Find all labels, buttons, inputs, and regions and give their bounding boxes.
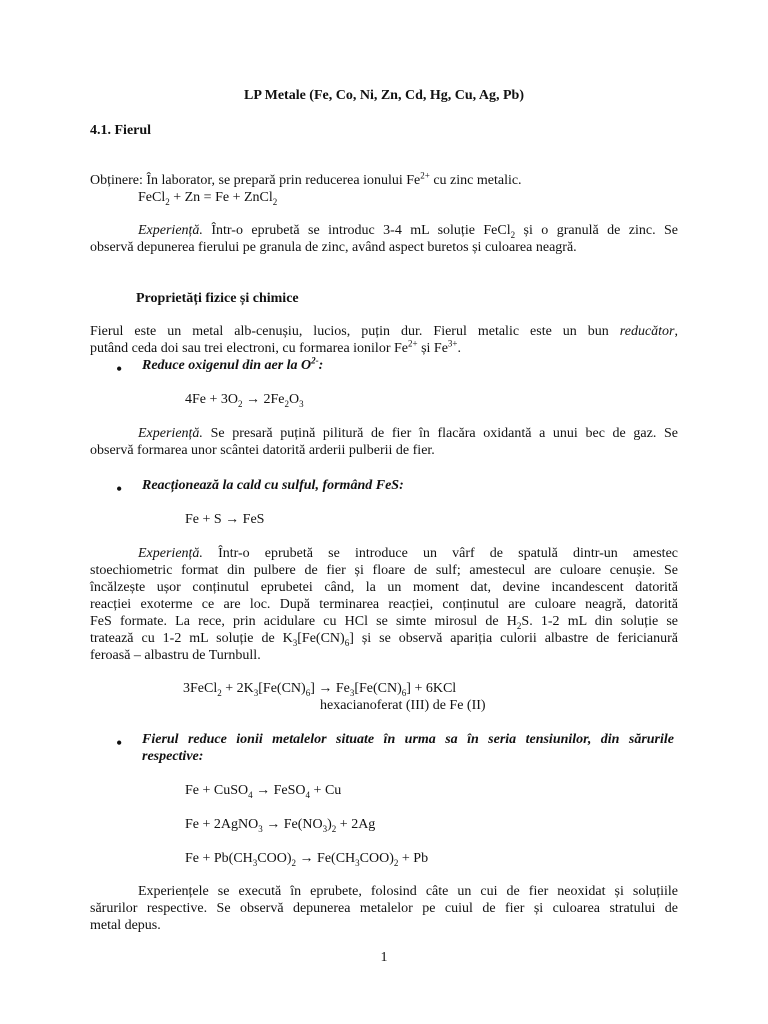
obtinere-text: În laborator, se prepară prin reducerea ionului Fe [142,173,421,188]
page-title: LP Metale (Fe, Co, Ni, Zn, Cd, Hg, Cu, Ag, Pb) [244,88,524,103]
eq-part: O [289,392,300,407]
eq-part: → FeSO [252,783,306,798]
exp3-line4: reacției exoterme ce are loc. După terminarea reacției, conținutul are culoare neagră, datorită [90,597,678,612]
exp3-l5-text: FeS formate. La rece, prin acidulare cu HCl se simte mirosul de H [90,614,517,629]
exp3-text: Într-o eprubetă se introduce un vârf de spatulă dintr-un amestec [202,546,678,561]
final-line3: metal depus. [90,918,161,933]
eq-part: + 2Ag [336,817,376,832]
eq-sub: 2 [331,823,337,834]
equation-fe-agno3 [185,816,375,834]
eq-part: Fe + CuSO [185,783,249,798]
exp1-sub: 2 [510,229,516,240]
props-dot: . [457,341,461,356]
eq-sub: 3 [355,857,360,868]
exp3-line7: feroasă – albastru de Turnbull. [90,648,261,663]
eq-sub: 4 [305,789,311,800]
eq-sub: 3 [258,823,263,834]
eq-sub: 3 [252,857,258,868]
obtinere-ion: 2+ [420,170,430,181]
exp1-text-end: și o granulă de zinc. Se [515,223,679,238]
eq-sub: 2 [217,687,222,698]
eq-sub: 6 [305,687,311,698]
props-italic: reducător [619,324,675,339]
exp3-l6-sub1: 3 [292,637,298,648]
eq-part: + Cu [310,783,342,798]
props-sup2: 3+ [447,338,458,349]
exp3-line3: încălzește ușor conținutul eprubetei când, la un moment dat, devine incandescent datorită [90,580,678,595]
exp1-line1 [90,222,678,240]
eq-sub: 2 [238,398,243,409]
eq-sub: 2 [291,857,297,868]
exp3-line1 [90,545,678,563]
b1-colon: : [318,358,324,373]
exp3-l6-text: tratează cu 1-2 mL soluție de K [90,631,293,646]
b1-text: Reduce oxigenul din aer la O [142,358,312,373]
properties-heading: Proprietăți fizice și chimice [136,291,299,306]
obtinere-line [90,172,522,190]
eq-part: Fe + 2AgNO [185,817,259,832]
eq-part: FeCl [138,190,166,205]
eq-part: → Fe(NO [262,817,323,832]
final-line1: Experiențele se execută în eprubete, folosind câte un cui de fier neoxidat și soluțiile [138,884,678,899]
exp3-l5-text-end: S. 1-2 mL din soluție se [521,614,678,629]
eq-sub: 3 [299,398,304,409]
exp1-text: Într-o eprubetă se introduc 3-4 mL soluție FeCl [202,223,511,238]
eq-sub: 4 [248,789,253,800]
bullet-3-line1: Fierul reduce ionii metalelor situate în urma sa în seria tensiunilor, din sărurile [142,732,674,747]
equation-fe-o2 [185,391,304,409]
props-line1 [90,323,678,341]
eq-part: ) [327,817,332,832]
eq-sub: 2 [284,398,290,409]
eq-part: ] → Fe [310,681,350,696]
equation-fe-s: Fe + S → FeS [185,512,265,527]
eq-part: + Pb [398,851,429,866]
exp3-l6-text2: [Fe(CN) [297,631,345,646]
eq-part: → Fe(CH [296,851,356,866]
equation-fe-pb-acetate [185,850,428,868]
eq-sub: 3 [349,687,355,698]
eq-sub: 2 [393,857,399,868]
props-comma: , [674,324,678,339]
exp3-line5 [90,613,678,631]
props-text3: și Fe [417,341,448,356]
page-number: 1 [380,950,388,965]
bullet-3-line2: respective: [142,749,204,764]
eq-part: COO) [257,851,292,866]
eq-sub: 3 [253,687,259,698]
equation-turnbull-name: hexacianoferat (III) de Fe (II) [320,698,486,713]
exp3-l5-sub: 2 [516,620,522,631]
bullet-2: • [116,479,123,499]
props-text2: putând ceda doi sau trei electroni, cu formarea ionilor Fe [90,341,408,356]
exp2-label: Experiență. [138,426,203,441]
eq-part: → 2Fe [242,392,285,407]
exp3-line2: stoechiometric format din pulbere de fier și floare de sulf; amestecul are culoare cenușie. Se [90,563,678,578]
equation-fecl2-zn [138,189,277,207]
bullet-3: • [116,733,123,753]
final-line2: sărurilor respective. Se observă depunerea metalelor pe cuiul de fier și culoarea stratului de [90,901,678,916]
props-sup1: 2+ [408,338,418,349]
b1-sup: 2- [311,355,319,366]
eq-part: Fe + Pb(CH [185,851,253,866]
exp1-line2: observă depunerea fierului pe granula de zinc, având aspect buretos și culoarea neagră. [90,240,577,255]
eq-part: COO) [359,851,394,866]
bullet-1-text [142,357,323,375]
props-line2 [90,340,461,358]
eq-part: 4Fe + 3O [185,392,239,407]
exp2-line1 [90,425,678,443]
exp3-l6-text3: ] și se observă apariția culorii albastre de fericianură [349,631,678,646]
exp3-line6 [90,630,678,648]
section-heading: 4.1. Fierul [90,123,152,138]
equation-fe-cuso4 [185,782,341,800]
equation-turnbull [183,680,456,698]
exp2-text: Se presară puțină pilitură de fier în flacăra oxidantă a unui bec de gaz. Se [202,426,678,441]
eq-sub: 2 [165,196,170,207]
eq-part: ] + 6KCl [406,681,457,696]
exp2-line2: observă formarea unor scântei datorită arderii pulberii de fier. [90,443,435,458]
eq-part: [Fe(CN) [258,681,306,696]
eq-part: + 2K [221,681,254,696]
props-text: Fierul este un metal alb-cenușiu, lucios, puțin dur. Fierul metalic este un bun [90,324,620,339]
exp3-label: Experiență. [138,546,203,561]
obtinere-label: Obținere: [90,173,143,188]
eq-sub: 6 [401,687,407,698]
eq-part: + Zn = Fe + ZnCl [169,190,273,205]
eq-part: [Fe(CN) [354,681,402,696]
eq-sub: 2 [272,196,278,207]
eq-sub: 3 [322,823,328,834]
bullet-1: • [116,359,123,379]
exp1-label: Experiență. [138,223,203,238]
exp3-l6-sub2: 6 [344,637,350,648]
eq-part: 3FeCl [183,681,218,696]
bullet-2-text: Reacționează la cald cu sulful, formând FeS: [142,478,404,493]
obtinere-text-end: cu zinc metalic. [429,173,522,188]
